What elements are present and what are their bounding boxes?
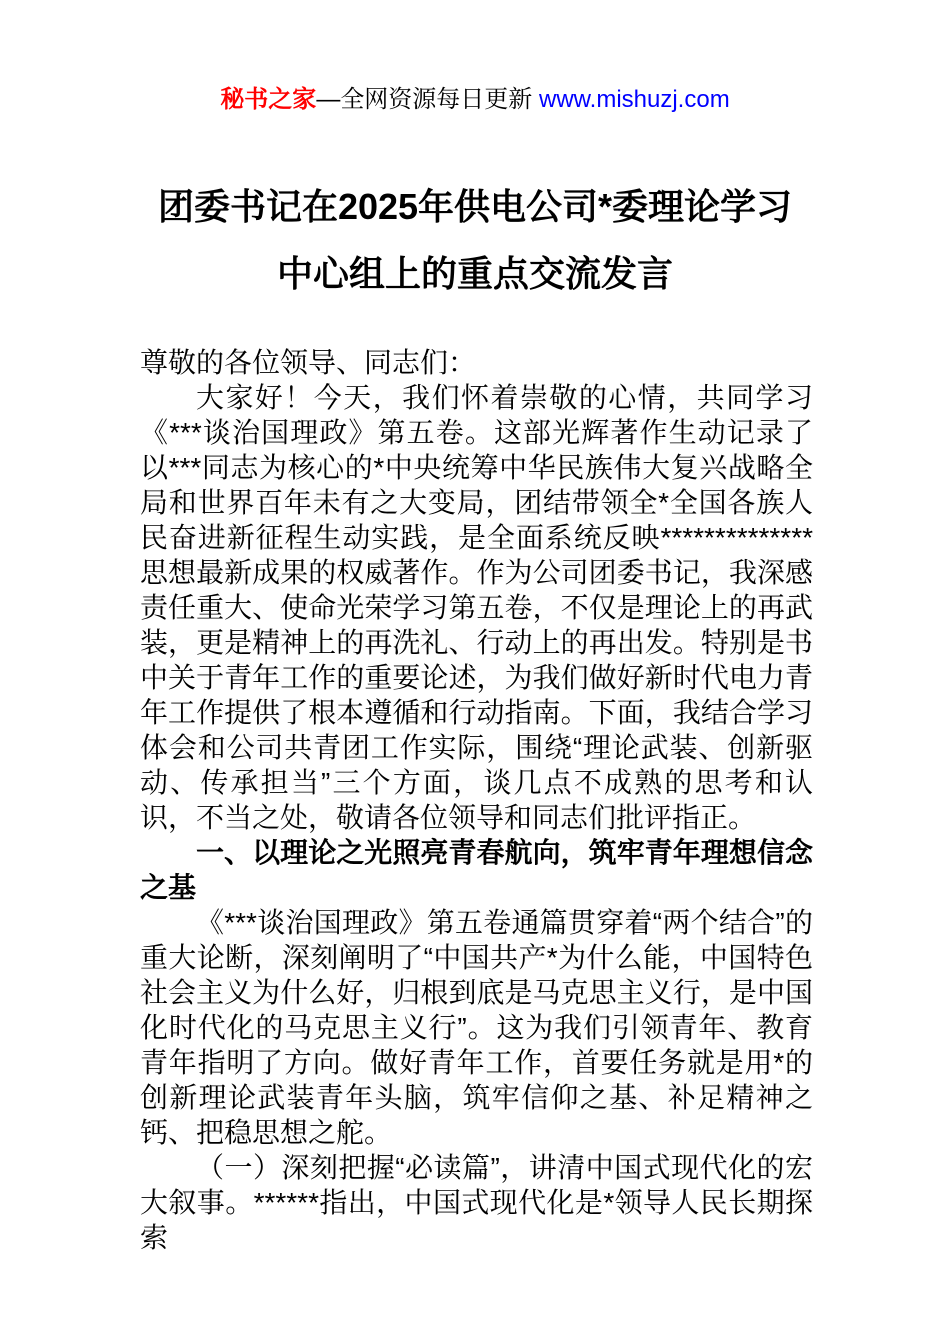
paragraph-section-1-body: 《***谈治国理政》第五卷通篇贯穿着“两个结合”的重大论断，深刻阐明了“中国共产*为什么能，中国特色社会主义为什么好，归根到底是马克思主义行，是中国化时代化的马克思主义行”。这为我们引领青年、教育青年指明了方向。做好青年工作，首要任务就是用*的创新理论武装青年头脑，筑牢信仰之基、补足精神之钙、把稳思想之舵。: [140, 907, 813, 1148]
paragraph-opening: 大家好！今天，我们怀着崇敬的心情，共同学习《***谈治国理政》第五卷。这部光辉著作生动记录了以***同志为核心的*中央统筹中华民族伟大复兴战略全局和世界百年未有之大变局，团结带领全*全国各族人民奋进新征程生动实践，是全面系统反映**************思想最新成果的权威著作。作为公司团委书记，我深感责任重大、使命光荣学习第五卷，不仅是理论上的再武装，更是精神上的再洗礼、行动上的再出发。特别是书中关于青年工作的重要论述，为我们做好新时代电力青年工作提供了根本遵循和行动指南。下面，我结合学习体会和公司共青团工作实际，围绕“理论武装、创新驱动、传承担当”三个方面，谈几点不成熟的思考和认识，不当之处，敬请各位领导和同志们批评指正。: [140, 382, 813, 833]
document-title-line-1: 团委书记在2025年供电公司*委理论学习: [157, 186, 793, 227]
section-heading-1: 一、以理论之光照亮青春航向，筑牢青年理想信念之基: [140, 837, 813, 903]
site-tagline: —全网资源每日更新: [316, 86, 539, 113]
document-title-line-2: 中心组上的重点交流发言: [276, 253, 673, 294]
site-url-link[interactable]: www.mishuzj.com: [538, 86, 730, 113]
site-header: [0, 0, 950, 115]
document-body: [140, 345, 813, 1255]
site-name: 秘书之家: [220, 87, 317, 113]
paragraph-subsection-1-1: （一）深刻把握“必读篇”，讲清中国式现代化的宏大叙事。******指出，中国式现代化是*领导人民长期探索: [140, 1152, 813, 1253]
document-title: [90, 173, 860, 307]
salutation-line: 尊敬的各位领导、同志们：: [140, 347, 477, 378]
